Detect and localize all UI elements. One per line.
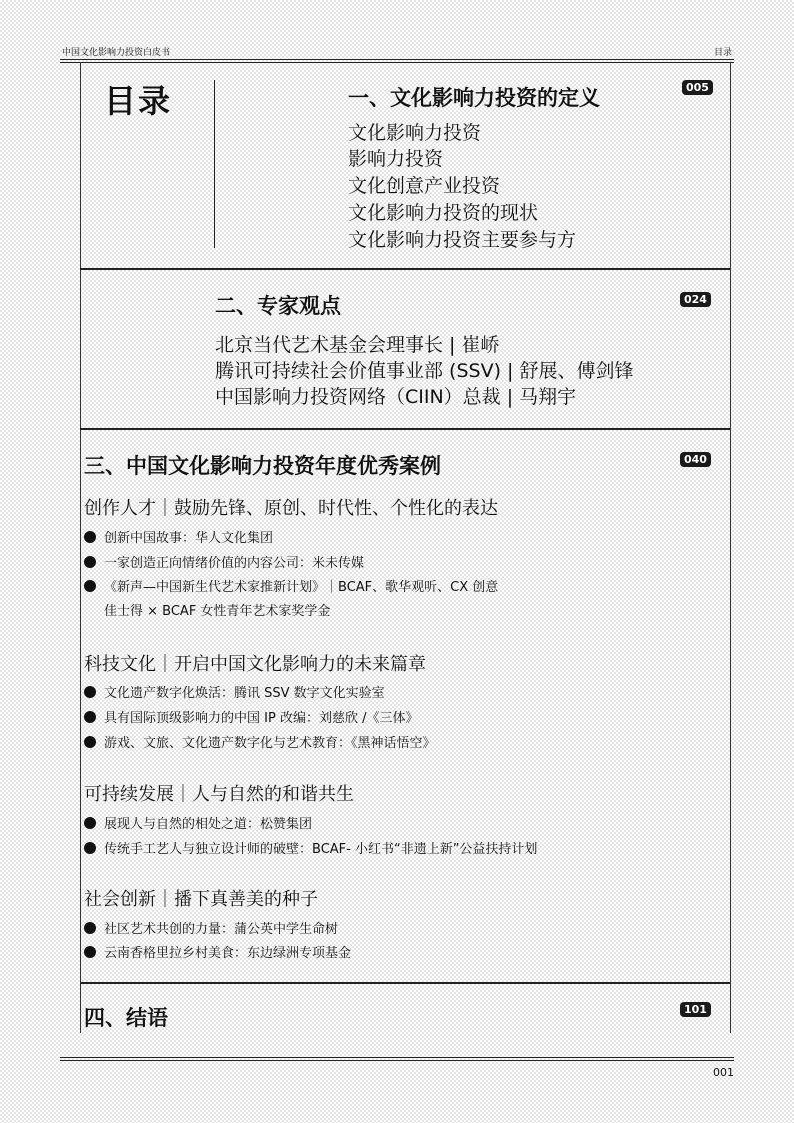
case-item: 展现人与自然的相处之道：松赞集团	[84, 813, 312, 832]
title-separator	[214, 80, 215, 248]
category-heading: 社会创新｜播下真善美的种子	[84, 889, 318, 910]
case-item: 文化遗产数字化焕活：腾讯 SSV 数字文化实验室	[84, 682, 385, 701]
section2-heading: 二、专家观点	[215, 294, 341, 318]
header-rule-double	[60, 62, 734, 63]
section2-item: 中国影响力投资网络（CIIN）总裁 | 马翔宇	[215, 386, 577, 408]
frame-left-border	[80, 62, 81, 1033]
bullet-icon	[84, 946, 96, 958]
section4-page-badge: 101	[680, 1002, 711, 1017]
bullet-icon	[84, 686, 96, 698]
bullet-icon	[84, 817, 96, 829]
section-divider	[80, 428, 730, 430]
bullet-icon	[84, 842, 96, 854]
section2-page-badge: 024	[680, 292, 711, 307]
case-item: 一家创造正向情绪价值的内容公司：米未传媒	[84, 552, 364, 571]
page-number: 001	[713, 1066, 734, 1079]
case-item: 云南香格里拉乡村美食：东边绿洲专项基金	[84, 942, 351, 961]
section1-item: 文化影响力投资	[348, 122, 482, 144]
bullet-icon	[84, 556, 96, 568]
category-heading: 可持续发展｜人与自然的和谐共生	[84, 784, 354, 805]
section1-item: 文化影响力投资主要参与方	[348, 229, 577, 251]
section3-heading: 三、中国文化影响力投资年度优秀案例	[84, 454, 441, 478]
footer-rule-double	[60, 1060, 734, 1061]
section-divider	[80, 982, 730, 984]
section1-item: 影响力投资	[348, 148, 444, 170]
section1-item: 文化创意产业投资	[348, 175, 501, 197]
case-item-continuation: 佳士得 × BCAF 女性青年艺术家奖学金	[104, 604, 331, 619]
bullet-icon	[84, 580, 96, 592]
running-header-title: 中国文化影响力投资白皮书	[62, 48, 171, 58]
category-heading: 科技文化｜开启中国文化影响力的未来篇章	[84, 654, 426, 675]
bullet-icon	[84, 711, 96, 723]
section-divider	[80, 268, 730, 270]
section1-heading: 一、文化影响力投资的定义	[348, 86, 600, 110]
section3-page-badge: 040	[680, 452, 711, 467]
section4-heading: 四、结语	[84, 1006, 168, 1030]
category-heading: 创作人才｜鼓励先锋、原创、时代性、个性化的表达	[84, 498, 498, 519]
section1-page-badge: 005	[682, 80, 713, 95]
header-rule	[60, 59, 734, 60]
case-item: 创新中国故事：华人文化集团	[84, 527, 273, 546]
bullet-icon	[84, 736, 96, 748]
case-item: 具有国际顶级影响力的中国 IP 改编：刘慈欣 /《三体》	[84, 707, 418, 726]
case-item: 社区艺术共创的力量：蒲公英中学生命树	[84, 918, 338, 937]
toc-title: 目录	[104, 82, 173, 120]
running-header-section: 目录	[713, 48, 732, 58]
section2-item: 北京当代艺术基金会理事长 | 崔峤	[215, 334, 500, 356]
section1-item: 文化影响力投资的现状	[348, 202, 539, 224]
case-item: 游戏、文旅、文化遗产数字化与艺术教育：《黑神话悟空》	[84, 732, 436, 751]
case-item: 《新声—中国新生代艺术家推新计划》｜BCAF、歌华观听、CX 创意	[84, 576, 498, 595]
frame-right-border	[730, 62, 731, 1033]
case-item: 传统手工艺人与独立设计师的破壁：BCAF- 小红书“非遗上新”公益扶持计划	[84, 838, 537, 857]
bullet-icon	[84, 531, 96, 543]
footer-rule	[60, 1057, 734, 1058]
section2-item: 腾讯可持续社会价值事业部 (SSV) | 舒展、傅剑锋	[215, 360, 634, 382]
bullet-icon	[84, 922, 96, 934]
